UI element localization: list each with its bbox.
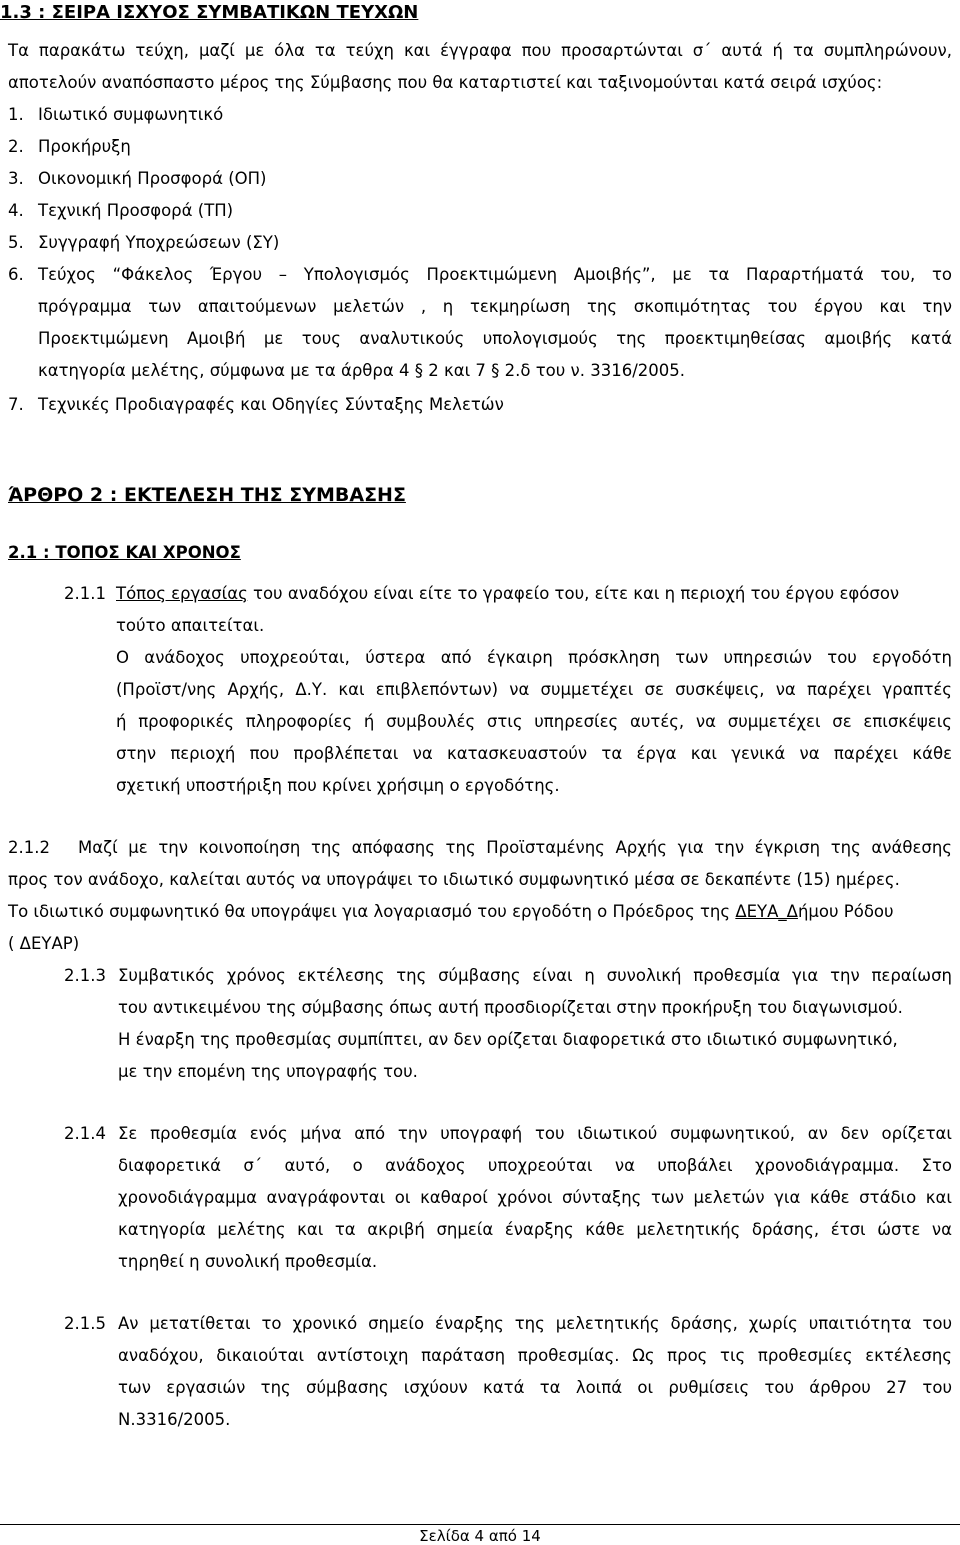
page-number: Σελίδα 4 από 14 <box>419 1527 541 1545</box>
paragraph-line: σχετική υποστήριξη που κρίνει χρήσιμη ο εργοδότης. <box>116 776 560 795</box>
paragraph-number: 2.1.5 <box>64 1314 106 1333</box>
list-item-number: 3. <box>8 169 24 188</box>
list-item-text: Προκήρυξη <box>38 137 131 156</box>
list-item-text: πρόγραμμα των απαιτούμενων μελετών , η τεκμηρίωση της σκοπιμότητας του έργου και την <box>38 297 952 316</box>
intro-line: Τα παρακάτω τεύχη, μαζί με όλα τα τεύχη και έγγραφα που προσαρτώνται σ΄ αυτά ή τα συμπληρώνουν, <box>8 41 952 60</box>
paragraph-line: των εργασιών της σύμβασης ισχύουν κατά τα λοιπά οι ρυθμίσεις του άρθρου 27 του <box>118 1378 952 1397</box>
list-item-number: 5. <box>8 233 24 252</box>
paragraph-line: (Προϊστ/νης Αρχής, Δ.Υ. και επιβλεπόντων) να συμμετέχει σε συσκέψεις, να παρέχει γραπτές <box>116 680 952 699</box>
paragraph-line: Η έναρξη της προθεσμίας συμπίπτει, αν δεν ορίζεται διαφορετικά στο ιδιωτικό συμφωνητικό, <box>118 1030 898 1049</box>
paragraph-line: Μαζί με την κοινοποίηση της απόφασης της Προϊσταμένης Αρχής για την έγκριση της ανάθεσης <box>78 838 952 857</box>
paragraph-line: Σε προθεσμία ενός μήνα από την υπογραφή του ιδιωτικού συμφωνητικού, αν δεν ορίζεται <box>118 1124 952 1143</box>
workplace-term: Τόπος εργασίας <box>116 584 248 603</box>
footer-divider <box>0 1524 960 1525</box>
paragraph-number: 2.1.2 <box>8 838 50 857</box>
paragraph-line: τούτο απαιτείται. <box>116 616 265 635</box>
paragraph-line: με την επομένη της υπογραφής του. <box>118 1062 418 1081</box>
paragraph-line: ( ΔΕΥΑΡ) <box>8 934 80 953</box>
paragraph-line: Αν μετατίθεται το χρονικό σημείο έναρξης της μελετητικής δράσης, χωρίς υπαιτιότητα του <box>118 1314 952 1333</box>
paragraph-number: 2.1.4 <box>64 1124 106 1143</box>
paragraph-number: 2.1.1 <box>64 584 106 603</box>
paragraph-line: χρονοδιάγραμμα αναγράφονται οι καθαροί χρόνοι σύνταξης των μελετών για κάθε στάδιο και <box>118 1188 952 1207</box>
paragraph-line: Ο ανάδοχος υποχρεούται, ύστερα από έγκαιρη πρόσκληση των υπηρεσιών του εργοδότη <box>116 648 952 667</box>
paragraph-line: αναδόχου, δικαιούται αντίστοιχη παράταση προθεσμίας. Ως προς τις προθεσμίες εκτέλεσης <box>118 1346 952 1365</box>
deya-term: ΔΕΥΑ_Δ <box>735 902 798 921</box>
paragraph-line: του αντικειμένου της σύμβασης όπως αυτή προσδιορίζεται στην προκήρυξη του διαγωνισμού. <box>118 998 903 1017</box>
paragraph-line: κατηγορία μελέτης και τα ακριβή σημεία έναρξης κάθε μελετητικής δράσης, έτσι ώστε να <box>118 1220 952 1239</box>
paragraph-line: ή προφορικές πληροφορίες ή συμβουλές στις υπηρεσίες αυτές, να συμμετέχει σε επισκέψεις <box>116 712 952 731</box>
list-item-text: Συγγραφή Υποχρεώσεων (ΣΥ) <box>38 233 280 252</box>
paragraph-line: Ν.3316/2005. <box>118 1410 231 1429</box>
subsection-heading: 2.1 : ΤΟΠΟΣ ΚΑΙ ΧΡΟΝΟΣ <box>8 543 241 562</box>
list-item-number: 6. <box>8 265 24 284</box>
list-item-text: Οικονομική Προσφορά (ΟΠ) <box>38 169 267 188</box>
section-heading: 1.3 : ΣΕΙΡΑ ΙΣΧΥΟΣ ΣΥΜΒΑΤΙΚΩΝ ΤΕΥΧΩΝ <box>0 2 419 23</box>
paragraph-line: προς τον ανάδοχο, καλείται αυτός να υπογράψει το ιδιωτικό συμφωνητικό μέσα σε δεκαπέντε (15) ημέρες. <box>8 870 900 889</box>
article-heading: ΆΡΘΡΟ 2 : ΕΚΤΕΛΕΣΗ ΤΗΣ ΣΥΜΒΑΣΗΣ <box>8 484 406 506</box>
intro-line: αποτελούν αναπόσπαστο μέρος της Σύμβασης που θα καταρτιστεί και ταξινομούνται κατά σειρά ισχύος: <box>8 73 883 92</box>
paragraph-number: 2.1.3 <box>64 966 106 985</box>
paragraph-line: Συμβατικός χρόνος εκτέλεσης της σύμβασης είναι η συνολική προθεσμία για την περαίωση <box>118 966 952 985</box>
list-item-number: 1. <box>8 105 24 124</box>
list-item-number: 4. <box>8 201 24 220</box>
list-item-number: 7. <box>8 395 24 414</box>
list-item-text: Τεχνικές Προδιαγραφές και Οδηγίες Σύνταξης Μελετών <box>38 395 504 414</box>
paragraph-line: Το ιδιωτικό συμφωνητικό θα υπογράψει για λογαριασμό του εργοδότη ο Πρόεδρος της ΔΕΥΑ_Δήμου Ρόδου <box>8 902 894 921</box>
list-item-text: κατηγορία μελέτης, σύμφωνα με τα άρθρα 4 § 2 και 7 § 2.δ του ν. 3316/2005. <box>38 361 686 380</box>
list-item-text: Ιδιωτικό συμφωνητικό <box>38 105 224 124</box>
list-item-text: Τεχνική Προσφορά (ΤΠ) <box>38 201 234 220</box>
list-item-text: Τεύχος “Φάκελος Έργου – Υπολογισμός Προεκτιμώμενη Αμοιβής”, με τα Παραρτήματά του, το <box>38 265 952 284</box>
paragraph-line: στην περιοχή που προβλέπεται να κατασκευαστούν τα έργα και γενικά να παρέχει κάθε <box>116 744 952 763</box>
paragraph-line: τηρηθεί η συνολική προθεσμία. <box>118 1252 378 1271</box>
list-item-number: 2. <box>8 137 24 156</box>
paragraph-line: Τόπος εργασίας του αναδόχου είναι είτε το γραφείο του, είτε και η περιοχή του έργου εφόσον <box>116 584 900 603</box>
paragraph-line: διαφορετικά σ΄ αυτό, ο ανάδοχος υποχρεούται να υποβάλει χρονοδιάγραμμα. Στο <box>118 1156 952 1175</box>
list-item-text: Προεκτιμώμενη Αμοιβή με τους αναλυτικούς υπολογισμούς της προεκτιμηθείσας αμοιβής κατά <box>38 329 952 348</box>
